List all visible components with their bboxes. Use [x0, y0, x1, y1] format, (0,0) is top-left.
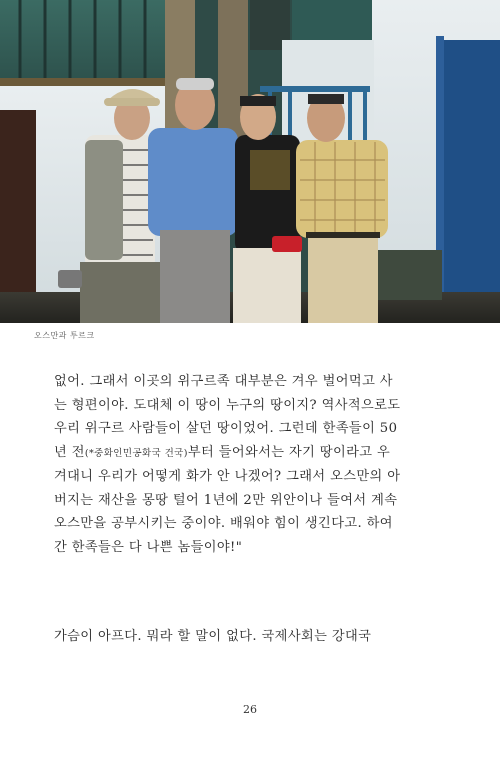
- text-line: 간 한족들은 다 나쁜 놈들이야!": [54, 539, 243, 555]
- footnote-inline: (*중화인민공화국 건국): [84, 447, 188, 459]
- page-number: 26: [243, 703, 257, 716]
- text-line: [54, 441, 450, 466]
- text-line: 없어. 그래서 이곳의 위구르족 대부분은 겨우 벌어먹고 사: [54, 374, 393, 389]
- text-line: 버지는 재산을 몽땅 털어 1년에 2만 위안이나 들여서 계속: [54, 492, 398, 508]
- photo-four-men: [0, 0, 500, 323]
- text-segment: 년 전: [54, 444, 85, 460]
- text-line: 우리 위구르 사람들이 살던 땅이었어. 그런데 한족들이 50: [54, 421, 398, 436]
- text-line: 는 형편이야. 도대체 이 땅이 누구의 땅이지? 역사적으로도: [54, 397, 401, 413]
- text-segment: 부터 들어와서는 자기 땅이라고 우: [187, 444, 391, 460]
- text-line: 오스만을 공부시키는 중이야. 배워야 힘이 생긴다고. 하여: [54, 516, 393, 531]
- paragraph-2: 가슴이 아프다. 뭐라 할 말이 없다. 국제사회는 강대국: [54, 629, 372, 644]
- text-line: 겨대니 우리가 어떻게 화가 안 나겠어? 그래서 오스만의 아: [54, 469, 401, 484]
- photo-caption: 오스만과 투르크: [34, 331, 95, 340]
- body-text: [54, 370, 450, 559]
